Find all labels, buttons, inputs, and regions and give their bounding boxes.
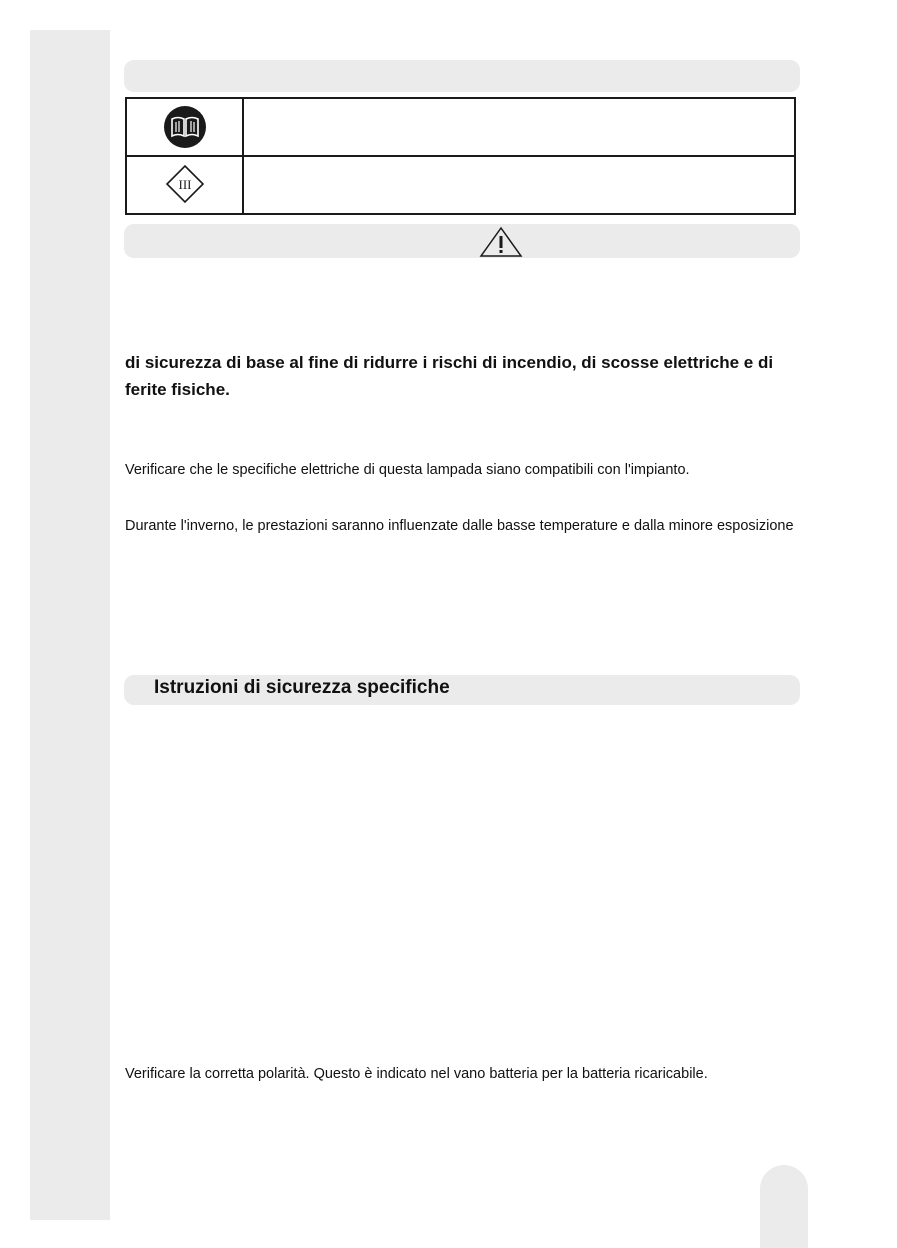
side-margin-strip	[30, 30, 110, 1220]
warning-line-1: di sicurezza di base al fine di ridurre i rischi di incendio, di scosse elettriche e di	[125, 353, 774, 372]
symbol-cell	[127, 155, 244, 213]
language-tab	[30, 233, 100, 281]
class-iii-label: III	[178, 177, 191, 192]
warning-triangle-icon	[479, 226, 523, 258]
class-iii-diamond-icon	[165, 164, 205, 204]
instruction-winter-performance: Durante l'inverno, le prestazioni saranno influenzate dalle basse temperature e dalla minore esposizione	[125, 518, 794, 534]
symbols-header-bar	[124, 60, 800, 92]
symbol-cell	[127, 99, 244, 155]
instruction-polarity: Verificare la corretta polarità. Questo è indicato nel vano batteria per la batteria ricaricabile.	[125, 1066, 708, 1082]
manual-book-icon	[163, 105, 207, 149]
instruction-check-specs: Verificare che le specifiche elettriche di questa lampada siano compatibili con l'impianto.	[125, 462, 690, 478]
section-title: Istruzioni di sicurezza specifiche	[154, 677, 450, 698]
symbol-row-class-iii	[127, 155, 794, 213]
safety-warning-paragraph	[125, 349, 815, 403]
specific-safety-section-bar	[124, 675, 800, 705]
warning-line-2: ferite fisiche.	[125, 380, 230, 399]
symbols-table	[125, 97, 796, 215]
page-number-tab	[760, 1165, 808, 1248]
warning-header-bar	[124, 224, 800, 258]
symbol-row-manual	[127, 99, 794, 157]
